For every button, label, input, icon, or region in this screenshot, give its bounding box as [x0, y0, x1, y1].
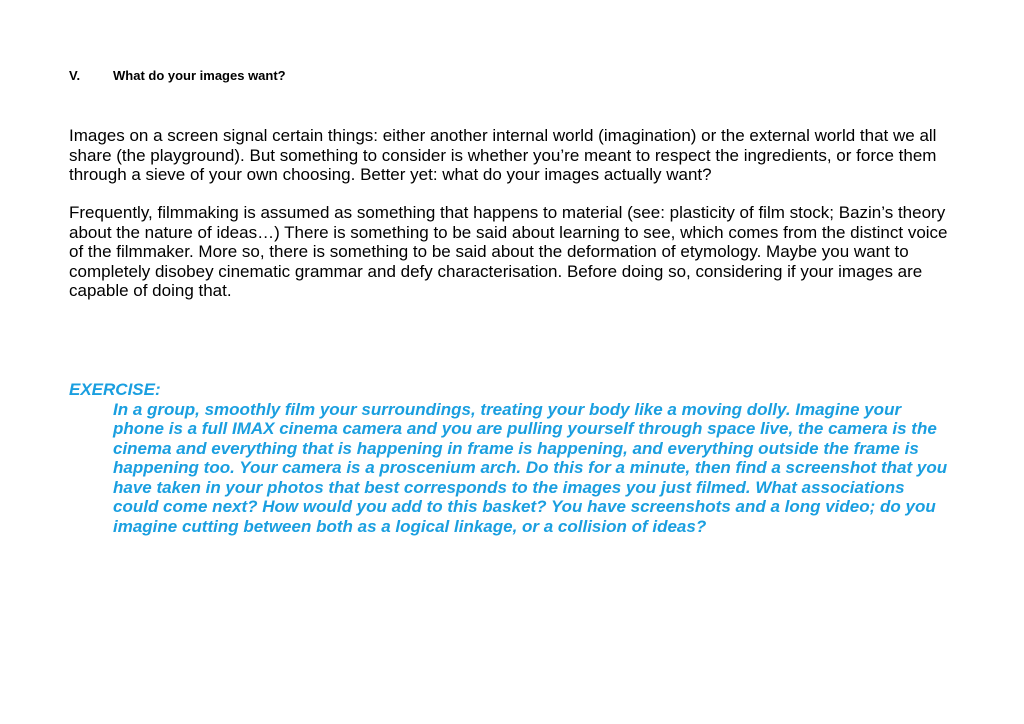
exercise-text: In a group, smoothly film your surroundings, treating your body like a moving dolly. Imagine your phone is a full IMAX cinema camera and you are pulling yourself through space live, the camera is the cinema and everything that is happening in frame is happening, and everything outside the frame is happening too. Your camera is a proscenium arch. Do this for a minute, then find a screenshot that you have taken in your photos that best corresponds to the images you just filmed. What associations could come next? How would you add to this basket? You have screenshots and a long video; do you imagine cutting between both as a logical linkage, or a collision of ideas? [113, 399, 948, 536]
exercise-label: EXERCISE: [69, 380, 161, 399]
body-paragraph: Frequently, filmmaking is assumed as something that happens to material (see: plasticity of film stock; Bazin’s theory about the nature of ideas…) There is something to be said about learning to see, which comes from the distinct voice of the filmmaker. More so, there is something to be said about the deformation of etymology. Maybe you want to completely disobey cinematic grammar and defy characterisation. Before doing so, considering if your images are capable of doing that. [69, 203, 948, 300]
section-heading [69, 68, 286, 83]
body-paragraph: Images on a screen signal certain things: either another internal world (imagination) or the external world that we all share (the playground). But something to consider is whether you’re meant to respect the ingredients, or force them through a sieve of your own choosing. Better yet: what do your images actually want? [69, 126, 937, 184]
exercise-block [69, 380, 969, 536]
section-number: V. [69, 68, 81, 83]
section-title: What do your images want? [113, 68, 286, 83]
